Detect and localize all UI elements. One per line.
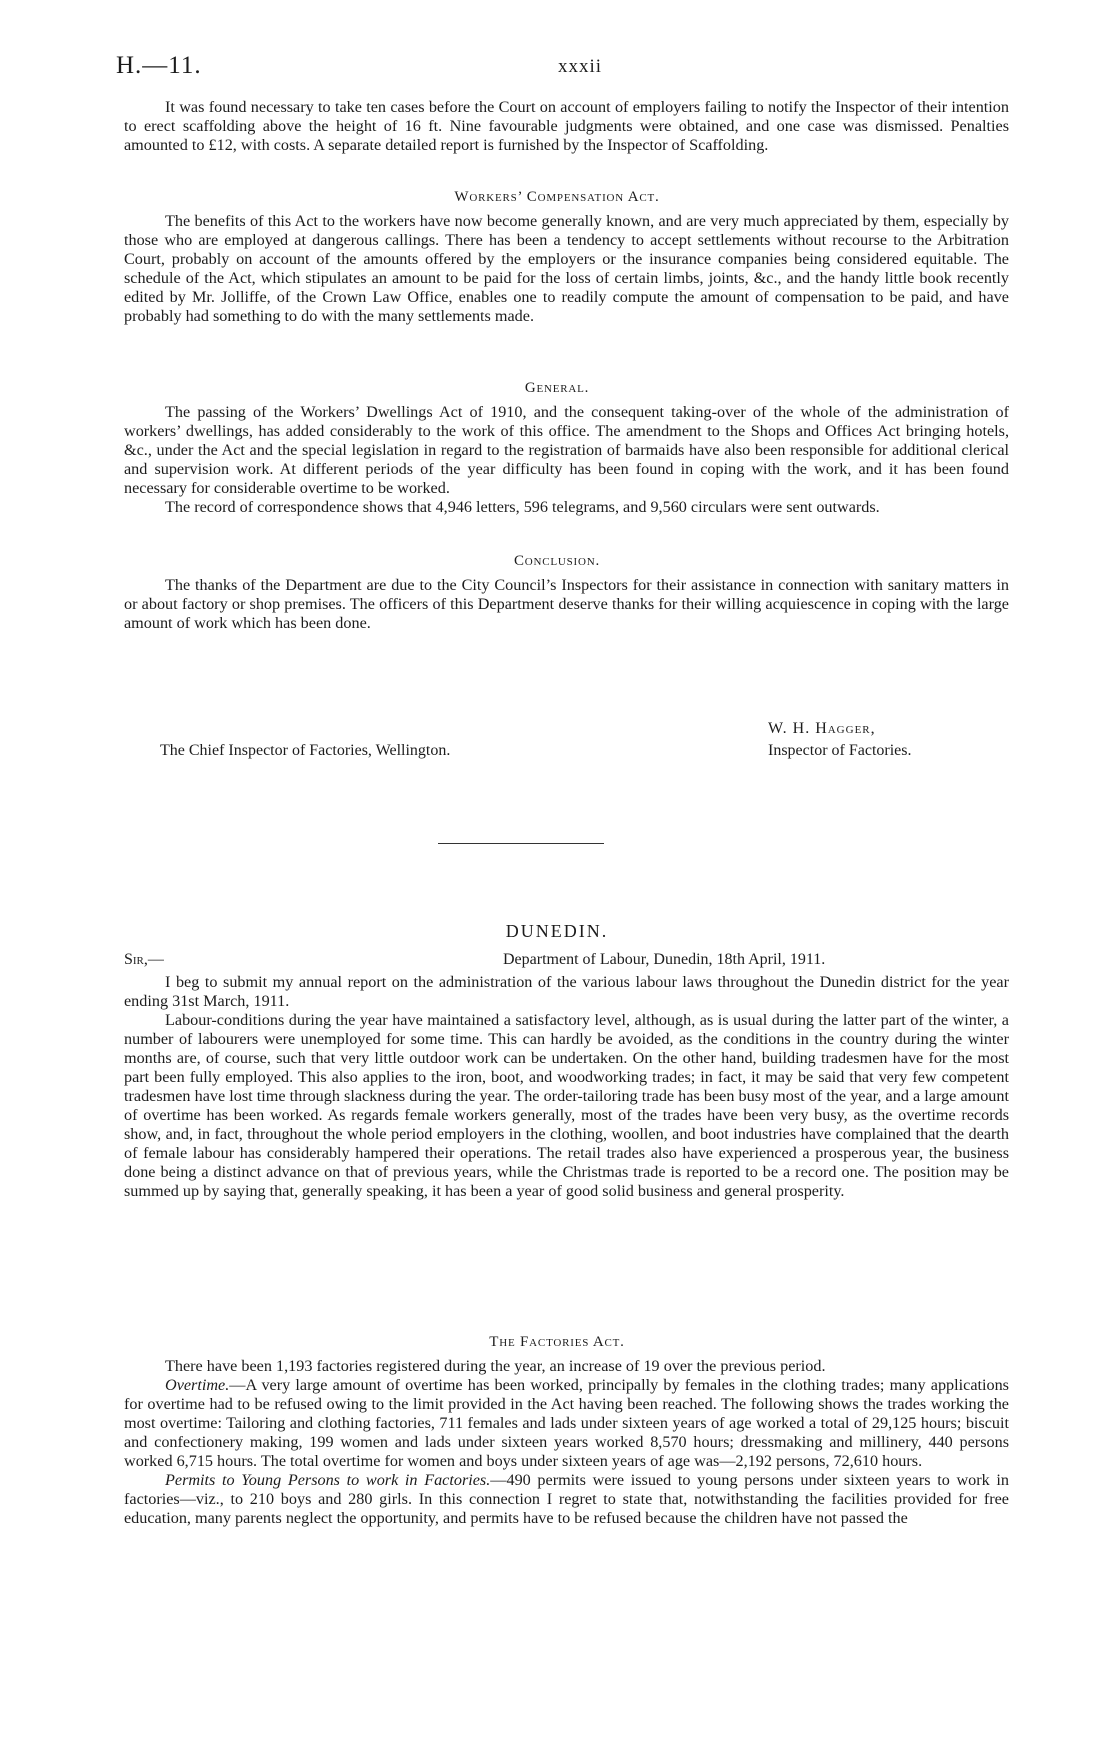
conclusion-heading: Conclusion. [513, 553, 601, 569]
workers-compensation-heading: Workers’ Compensation Act. [454, 189, 660, 205]
overtime-text: —A very large amount of overtime has been worked, principally by females in the clothing trades; many applications for overtime had to be refused owing to the limit provided in the Act having been reached. The following shows the trades working the most overtime: Tailoring and clothing factories, 711 females and lads under sixteen years of age worked a total of 29,125 hours; biscuit and confectionery making, 199 women and lads under sixteen years worked 8,570 hours; dressmaking and millinery, 440 persons worked 6,715 hours. The total overtime for women and boys under sixteen years of age was—2,192 persons, 72,610 hours. [124, 1376, 1009, 1470]
signatory-title: Inspector of Factories. [768, 742, 912, 759]
scaffolding-paragraph: It was found necessary to take ten cases before the Court on account of employers failing to notify the Inspector of their intention to erect scaffolding above the height of 16 ft. Nine favourable judgments were obtained, and one case was dismissed. Penalties amounted to £12, with costs. A separate detailed report is furnished by the Inspector of Scaffolding. [124, 98, 1009, 154]
dunedin-paragraph-2: Labour-conditions during the year have maintained a satisfactory level, although, as is usual during the latter part of the winter, a number of labourers were unemployed for some time. This can hardly be avoided, as the conditions in the country during the winter months are, of course, such that very little outdoor work can be undertaken. On the other hand, building tradesmen have for the most part been fully employed. This also applies to the iron, boot, and woodworking trades; in fact, it may be said that very few competent tradesmen have lost time through slackness during the year. The order-tailoring trade has been busy most of the year, and a large amount of overtime has been worked. As regards female workers generally, most of the trades have been very busy, as the overtime records show, and, in fact, throughout the whole period employers in the clothing, woollen, and boot industries have complained that the dearth of female labour has considerably hampered their operations. The retail trades also have experienced a prosperous year, the business done being a distinct advance on that of previous years, while the Christmas trade is reported to be a record one. The position may be summed up by saying that, generally speaking, it has been a year of good solid business and general prosperity. [124, 1011, 1009, 1200]
conclusion-section [124, 576, 1009, 633]
permits-text: —490 permits were issued to young persons under sixteen years to work in factories—viz., to 210 boys and 280 girls. In this connection I regret to state that, notwithstanding the facilities provided for free education, many parents neglect the opportunity, and permits have to be refused because the children have not passed the [124, 1471, 1009, 1527]
general-paragraph-1: The passing of the Workers’ Dwellings Act of 1910, and the consequent taking-over of the whole of the administration of workers’ dwellings, has added considerably to the work of this office. The amendment to the Shops and Offices Act bringing hotels, &c., under the Act and the special legislation in regard to the registration of barmaids have also been responsible for additional clerical and supervision work. At different periods of the year difficulty has been found in coping with the work, and it has been found necessary for considerable overtime to be worked. [124, 403, 1009, 497]
dunedin-paragraph-1: I beg to submit my annual report on the administration of the various labour laws throughout the Dunedin district for the year ending 31st March, 1911. [124, 973, 1009, 1010]
salutation: Sir,— [124, 951, 164, 968]
dunedin-heading: DUNEDIN. [505, 921, 609, 941]
general-section [124, 403, 1009, 517]
page-number: xxxii [557, 56, 603, 77]
section-divider [438, 843, 604, 844]
dunedin-section [124, 973, 1009, 1201]
permits-paragraph [124, 1471, 1009, 1528]
conclusion-paragraph: The thanks of the Department are due to the City Council’s Inspectors for their assistance in connection with sanitary matters in or about factory or shop premises. The officers of this Department deserve thanks for their willing acquiescence in coping with the large amount of work which has been done. [124, 576, 1009, 632]
factories-paragraph-1: There have been 1,193 factories registered during the year, an increase of 19 over the previous period. [165, 1357, 826, 1375]
overtime-paragraph [124, 1376, 1009, 1471]
addressee: The Chief Inspector of Factories, Wellington. [160, 742, 451, 759]
signatory-name: W. H. Hagger, [768, 720, 876, 737]
overtime-label: Overtime. [165, 1376, 230, 1394]
scaffolding-section [124, 98, 1009, 155]
dateline: Department of Labour, Dunedin, 18th April, 1911. [503, 951, 826, 968]
factories-act-heading: The Factories Act. [489, 1334, 625, 1350]
page-reference: H.—11. [116, 52, 202, 79]
permits-label: Permits to Young Persons to work in Factories. [165, 1471, 491, 1489]
general-heading: General. [524, 380, 590, 396]
workers-compensation-paragraph: The benefits of this Act to the workers have now become generally known, and are very much appreciated by them, especially by those who are employed at dangerous callings. There has been a tendency to accept settlements without recourse to the Arbitration Court, probably on account of the amounts offered by the employers or the insurance companies being considered equitable. The schedule of the Act, which stipulates an amount to be paid for the loss of certain limbs, joints, &c., and the handy little book recently edited by Mr. Jolliffe, of the Crown Law Office, enables one to readily compute the amount of compensation to be paid, and have probably had something to do with the many settlements made. [124, 212, 1009, 325]
factories-act-section [124, 1357, 1009, 1528]
workers-compensation-section [124, 212, 1009, 326]
general-paragraph-2: The record of correspondence shows that 4,946 letters, 596 telegrams, and 9,560 circulars were sent outwards. [165, 498, 880, 516]
